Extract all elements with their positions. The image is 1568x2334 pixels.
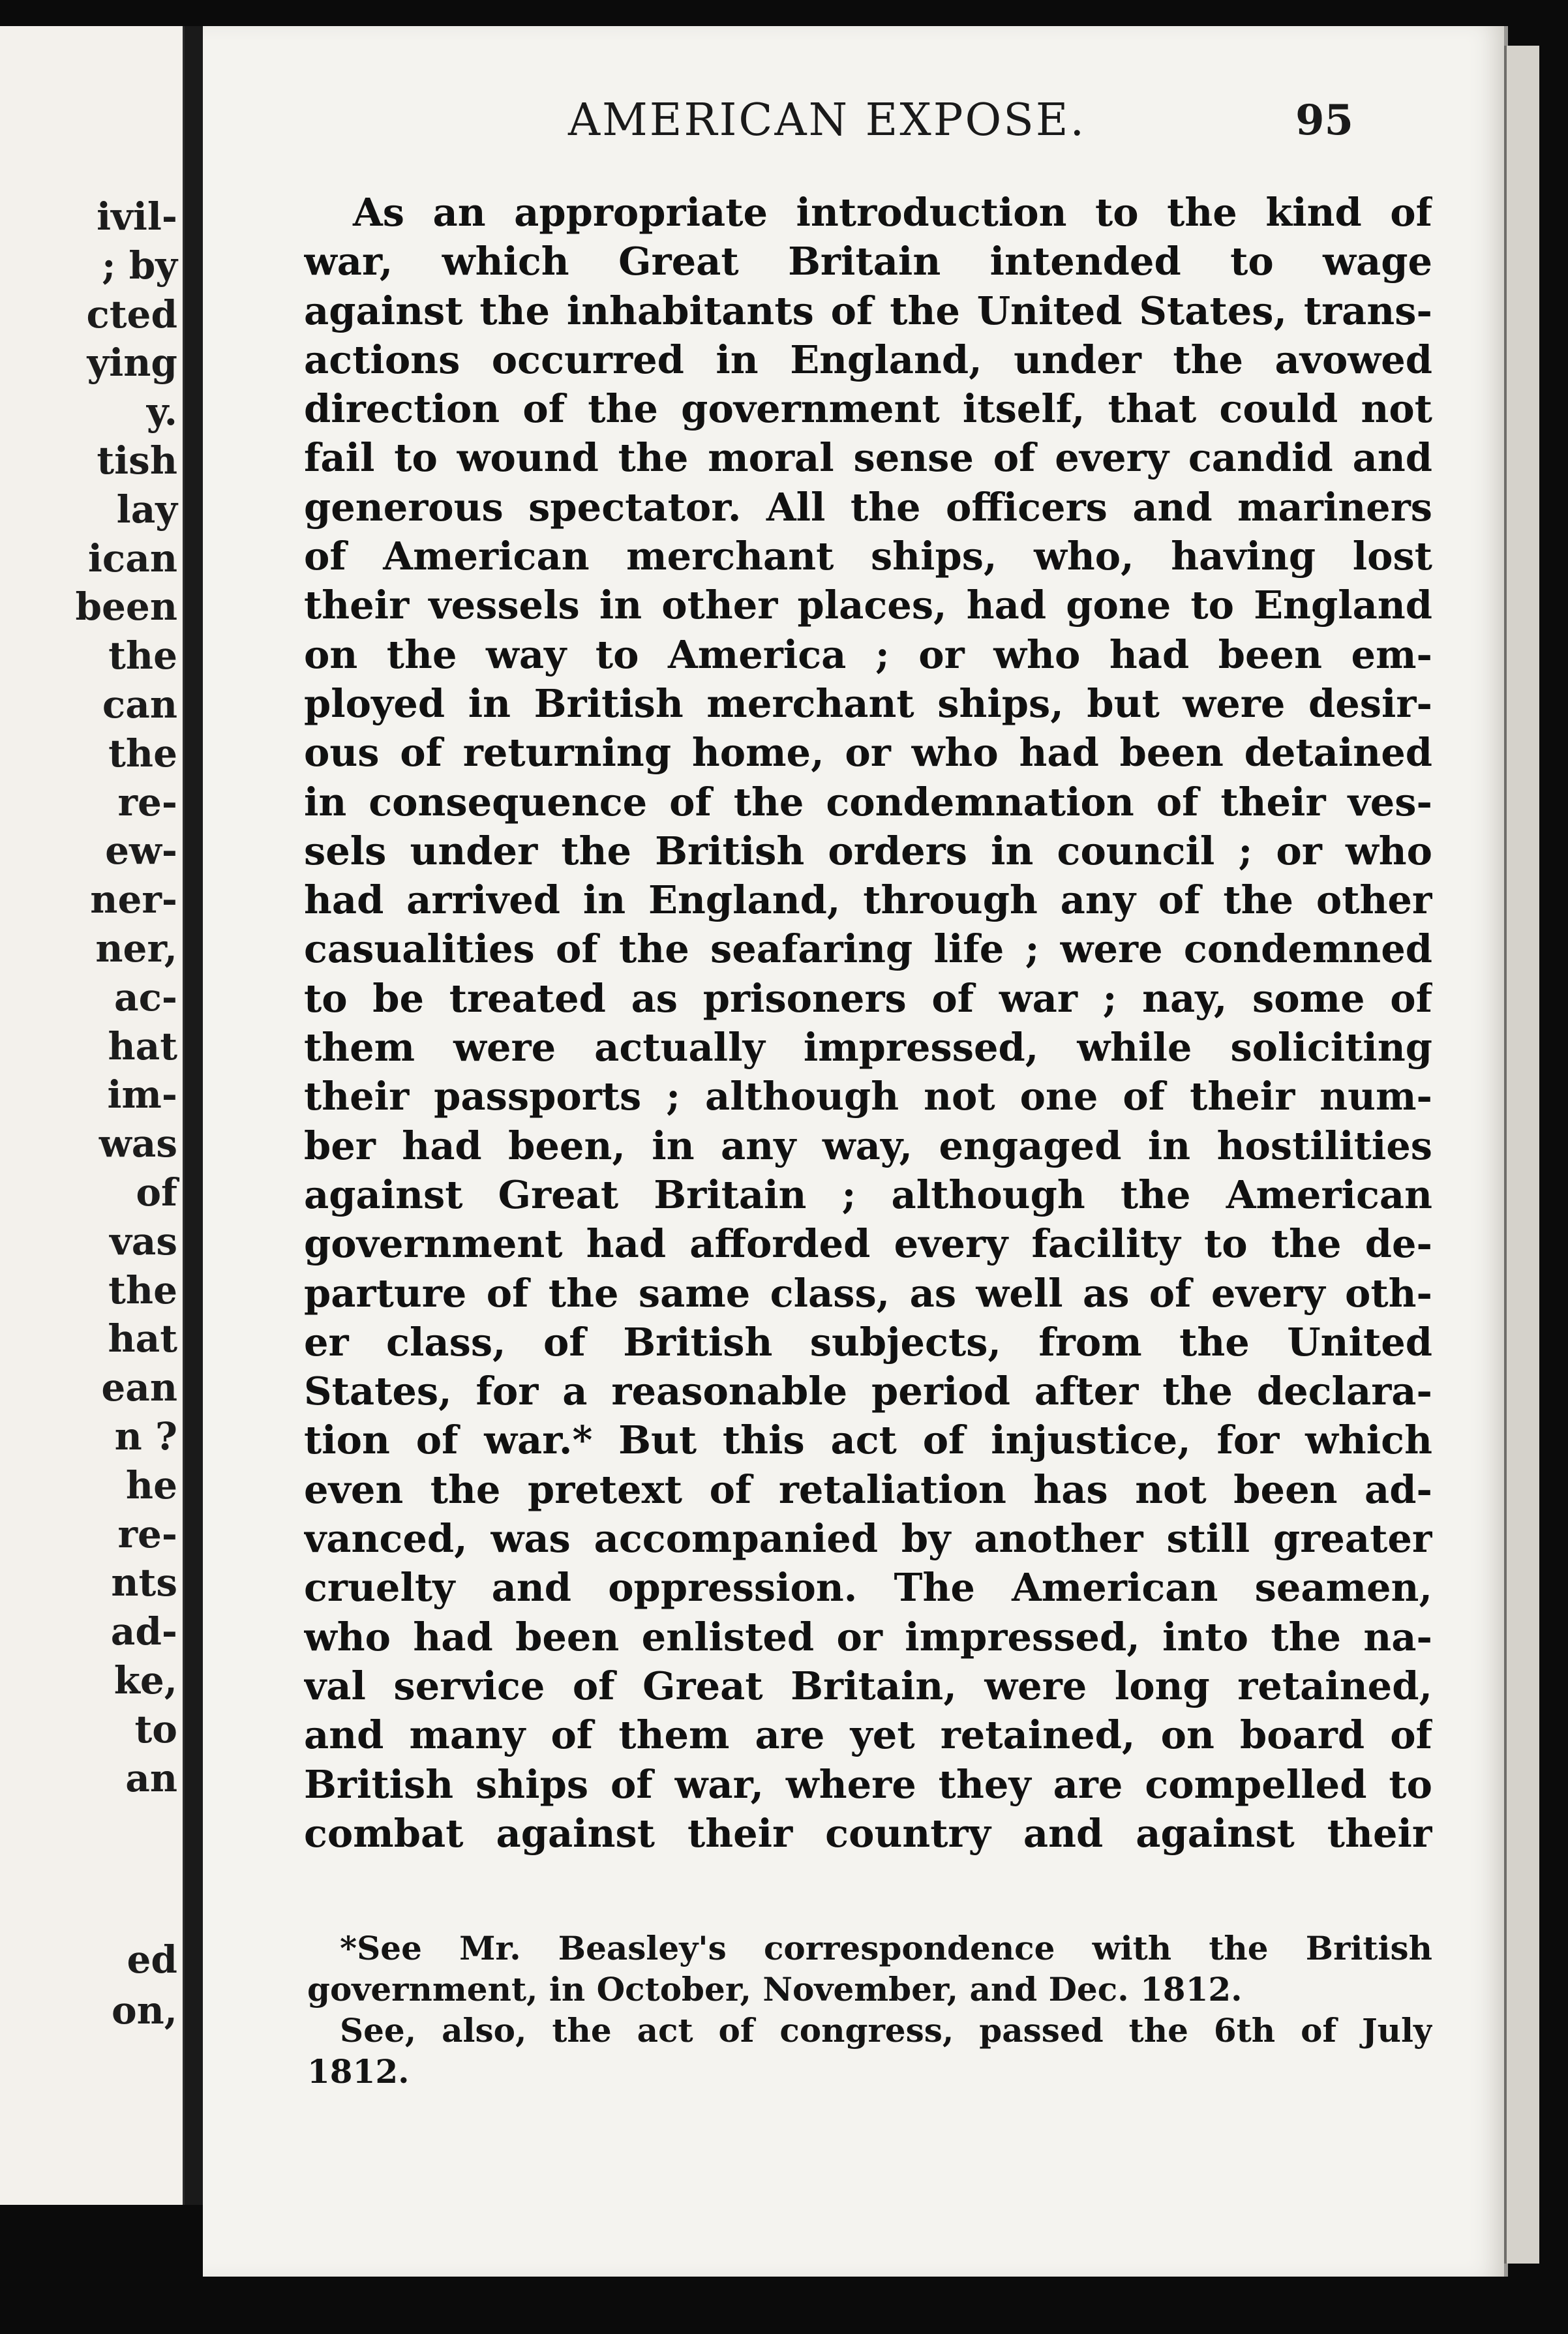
facing-page-line: tish bbox=[97, 438, 177, 483]
text-line: direction of the government itself, that could not bbox=[304, 386, 1432, 432]
facing-page-line: was bbox=[98, 1121, 177, 1166]
facing-page-line: ner- bbox=[90, 877, 177, 922]
facing-page-line: im- bbox=[107, 1072, 177, 1117]
text-line: sels under the British orders in council ; or who bbox=[304, 828, 1432, 873]
text-line: government had afforded every facility to the de- bbox=[304, 1221, 1432, 1267]
facing-page-line: the bbox=[108, 1267, 177, 1312]
page-number: 95 bbox=[1295, 96, 1354, 145]
footnote-line: 1812. bbox=[307, 2052, 410, 2091]
facing-page-line: the bbox=[108, 633, 177, 678]
facing-page-line: ad- bbox=[110, 1609, 177, 1654]
text-line: val service of Great Britain, were long retained, bbox=[304, 1663, 1432, 1708]
facing-page-line: ican bbox=[87, 536, 177, 581]
text-line: vanced, was accompanied by another still greater bbox=[304, 1516, 1432, 1562]
facing-page-fragments bbox=[0, 192, 183, 1802]
scan-border-top bbox=[0, 0, 1568, 26]
facing-page-line: re- bbox=[117, 780, 177, 825]
page-header bbox=[203, 88, 1504, 153]
facing-page-line: ying bbox=[87, 341, 177, 386]
facing-page-line: vas bbox=[110, 1219, 177, 1264]
text-line: even the pretext of retaliation has not been ad- bbox=[304, 1466, 1432, 1512]
facing-page-line: on, bbox=[111, 1988, 177, 2033]
text-line: them were actually impressed, while soliciting bbox=[304, 1025, 1432, 1070]
facing-page-line: ac- bbox=[114, 975, 177, 1020]
book-page bbox=[203, 26, 1508, 2277]
text-line: ber had been, in any way, engaged in hostilities bbox=[304, 1123, 1432, 1168]
text-line: er class, of British subjects, from the United bbox=[304, 1319, 1432, 1365]
facing-page bbox=[0, 26, 185, 2205]
running-title: AMERICAN EXPOSE. bbox=[568, 95, 1087, 146]
facing-page-line: ner, bbox=[95, 926, 177, 971]
text-line: of American merchant ships, who, having lost bbox=[304, 534, 1432, 579]
footnote-line: government, in October, November, and Dec. 1812. bbox=[307, 1970, 1243, 2008]
page-edge bbox=[1504, 46, 1539, 2264]
text-line: combat against their country and against their bbox=[304, 1810, 1432, 1856]
facing-page-line: of bbox=[136, 1170, 177, 1215]
text-line: casualities of the seafaring life ; were condemned bbox=[304, 926, 1432, 972]
facing-page-line: can bbox=[102, 682, 177, 727]
facing-page-line: ivil- bbox=[97, 194, 177, 239]
text-line: British ships of war, where they are compelled to bbox=[304, 1761, 1432, 1807]
facing-page-line: hat bbox=[108, 1316, 177, 1361]
facing-page-line: hat bbox=[108, 1023, 177, 1068]
text-line: who had been enlisted or impressed, into the na- bbox=[304, 1614, 1432, 1660]
scan-border-bottom bbox=[0, 2277, 1568, 2334]
facing-page-line: ew- bbox=[105, 828, 177, 873]
text-line: As an appropriate introduction to the kind of bbox=[353, 190, 1432, 235]
text-line: tion of war.* But this act of injustice, for which bbox=[304, 1417, 1432, 1463]
text-line: and many of them are yet retained, on board of bbox=[304, 1712, 1432, 1758]
footnote-line: See, also, the act of congress, passed the 6th of July bbox=[340, 2011, 1432, 2050]
text-line: had arrived in England, through any of the other bbox=[304, 877, 1432, 923]
body-text bbox=[304, 188, 1432, 1858]
text-line: actions occurred in England, under the avowed bbox=[304, 337, 1432, 382]
text-line: ous of returning home, or who had been detained bbox=[304, 730, 1432, 776]
facing-page-line: cted bbox=[86, 292, 177, 337]
text-line: against the inhabitants of the United States, trans- bbox=[304, 288, 1432, 333]
facing-page-line: n ? bbox=[114, 1414, 177, 1459]
text-line: to be treated as prisoners of war ; nay, some of bbox=[304, 975, 1432, 1021]
text-line: their vessels in other places, had gone to England bbox=[304, 583, 1432, 628]
facing-page-line: nts bbox=[111, 1560, 177, 1605]
text-line: on the way to America ; or who had been em- bbox=[304, 631, 1432, 677]
facing-page-line: ean bbox=[101, 1365, 177, 1410]
text-line: generous spectator. All the officers and mariners bbox=[304, 484, 1432, 530]
footnote-line: *See Mr. Beasley's correspondence with the British bbox=[340, 1929, 1432, 1967]
text-line: fail to wound the moral sense of every candid and bbox=[304, 435, 1432, 481]
facing-page-line: ; by bbox=[102, 243, 177, 288]
facing-page-line: ke, bbox=[113, 1658, 177, 1703]
facing-page-line: been bbox=[75, 584, 177, 629]
facing-page-bottom-fragments bbox=[0, 1934, 183, 2036]
text-line: States, for a reasonable period after the declara- bbox=[304, 1369, 1432, 1414]
facing-page-line: he bbox=[125, 1463, 177, 1508]
text-line: cruelty and oppression. The American seamen, bbox=[304, 1565, 1432, 1611]
text-line: against Great Britain ; although the American bbox=[304, 1172, 1432, 1217]
text-line: in consequence of the condemnation of their ves- bbox=[304, 779, 1432, 825]
text-line: their passports ; although not one of their num- bbox=[304, 1074, 1432, 1119]
facing-page-line: to bbox=[134, 1706, 177, 1751]
text-line: war, which Great Britain intended to wage bbox=[304, 239, 1432, 284]
facing-page-line: re- bbox=[117, 1511, 177, 1556]
facing-page-line: lay bbox=[116, 487, 177, 532]
facing-page-line: an bbox=[125, 1755, 177, 1800]
facing-page-line: y. bbox=[146, 389, 177, 434]
text-line: parture of the same class, as well as of every oth- bbox=[304, 1270, 1432, 1316]
facing-page-line: the bbox=[108, 731, 177, 776]
book-gutter bbox=[185, 26, 203, 2205]
text-line: ployed in British merchant ships, but were desir- bbox=[304, 680, 1432, 726]
footnotes bbox=[307, 1928, 1432, 2092]
facing-page-line: ed bbox=[127, 1937, 177, 1982]
